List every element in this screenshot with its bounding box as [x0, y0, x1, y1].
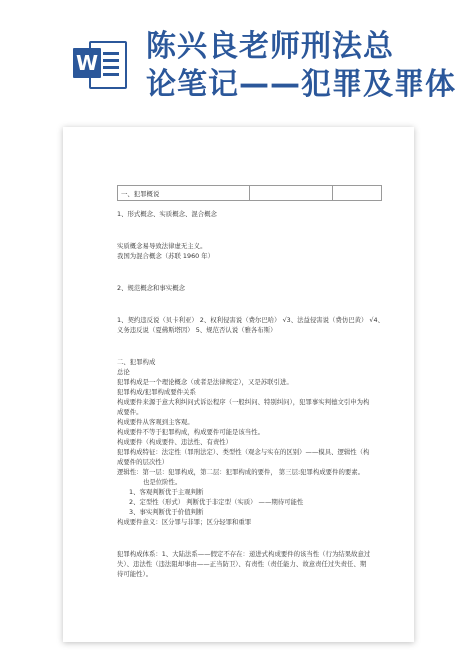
doc-line: 义务违反说（夏佛斯塔因） 5、规范否认说（雅各布斯）	[117, 326, 277, 334]
doc-line: 二、犯罪构成	[117, 358, 156, 366]
doc-line: 2、定型性（形式） 判断优于非定型（实质） ——期待可能性	[129, 498, 304, 506]
doc-line: 实质概念易导致法律虚无主义。	[117, 242, 207, 250]
document-page	[63, 127, 414, 642]
doc-line: 3、事实判断优于价值判断	[129, 508, 204, 516]
doc-line: 1、客观判断优于主观判断	[129, 488, 204, 496]
page-title	[146, 28, 466, 104]
table-cell-empty	[250, 186, 333, 201]
doc-line: 构成要件从客观到主客观。	[117, 418, 194, 426]
doc-line: 1、契约违反说（贝卡利亚） 2、权利侵害说（费尔巴哈） √3、法益侵害说（费仿巴黄） √4、	[117, 316, 384, 324]
word-icon-line	[103, 59, 119, 62]
cover-header	[0, 0, 474, 120]
word-icon-line	[103, 73, 119, 76]
word-icon-badge: W	[73, 48, 101, 78]
doc-line: 我国为混合概念（苏联 1960 年）	[117, 252, 215, 260]
doc-line: 2、规范概念和事实概念	[117, 284, 185, 292]
doc-line: 失）、违法性（违法阻却事由——正当防卫）、有责性（责任能力、故意责任过失责任、期	[117, 560, 367, 568]
doc-line: 构成要件不等于犯罪构成，构成要件可能是该当性。	[117, 428, 264, 436]
doc-line: 构成要件意义：区分罪与非罪；区分轻罪和重罪	[117, 518, 252, 526]
table-cell-section-title: 一、犯罪概说	[118, 186, 250, 201]
doc-line: 也是位阶性。	[143, 478, 182, 486]
doc-line: 犯罪构成/犯罪构成要件关系	[117, 388, 196, 396]
doc-line: 犯罪构成特征：法定性（罪刑法定）、类型性（观念与实在的区别）——模具、逻辑性（构	[117, 448, 370, 456]
table-cell-empty	[333, 186, 382, 201]
word-icon	[73, 38, 125, 88]
doc-line: 犯罪构成是一个理论概念（或者是法律规定），又是苏联引进。	[117, 378, 293, 386]
doc-line: 成要件。	[117, 408, 143, 416]
doc-line: 犯罪构成体系：1、大陆法系——假定不存在：递进式构成要件的该当性（行为结果故意过	[117, 550, 371, 558]
doc-line: 总论	[117, 368, 130, 376]
word-icon-line	[103, 66, 119, 69]
doc-line: 成要件的层次性）	[117, 458, 169, 466]
page-title-line-2: 论笔记——犯罪及罪体	[146, 67, 456, 102]
document-body	[117, 185, 387, 579]
doc-line: 构成要件来源于意大利纠问式诉讼程序（一般纠问、特别纠问），犯罪事实判德文引申为构	[117, 398, 370, 406]
doc-line: 逻辑性：第一层：犯罪构成，第二层：犯罪构成的要件， 第三层:犯罪构成要件的要素。	[117, 468, 365, 476]
section-header-table	[117, 185, 382, 201]
doc-line: 1、形式概念、实质概念、混合概念	[117, 210, 217, 218]
page-title-line-1: 陈兴良老师刑法总	[146, 29, 394, 64]
word-icon-line	[103, 52, 119, 55]
doc-line: 待可能性）。	[117, 570, 153, 578]
doc-line: 构成要件（构成要件、违法性、有责性）	[117, 438, 233, 446]
